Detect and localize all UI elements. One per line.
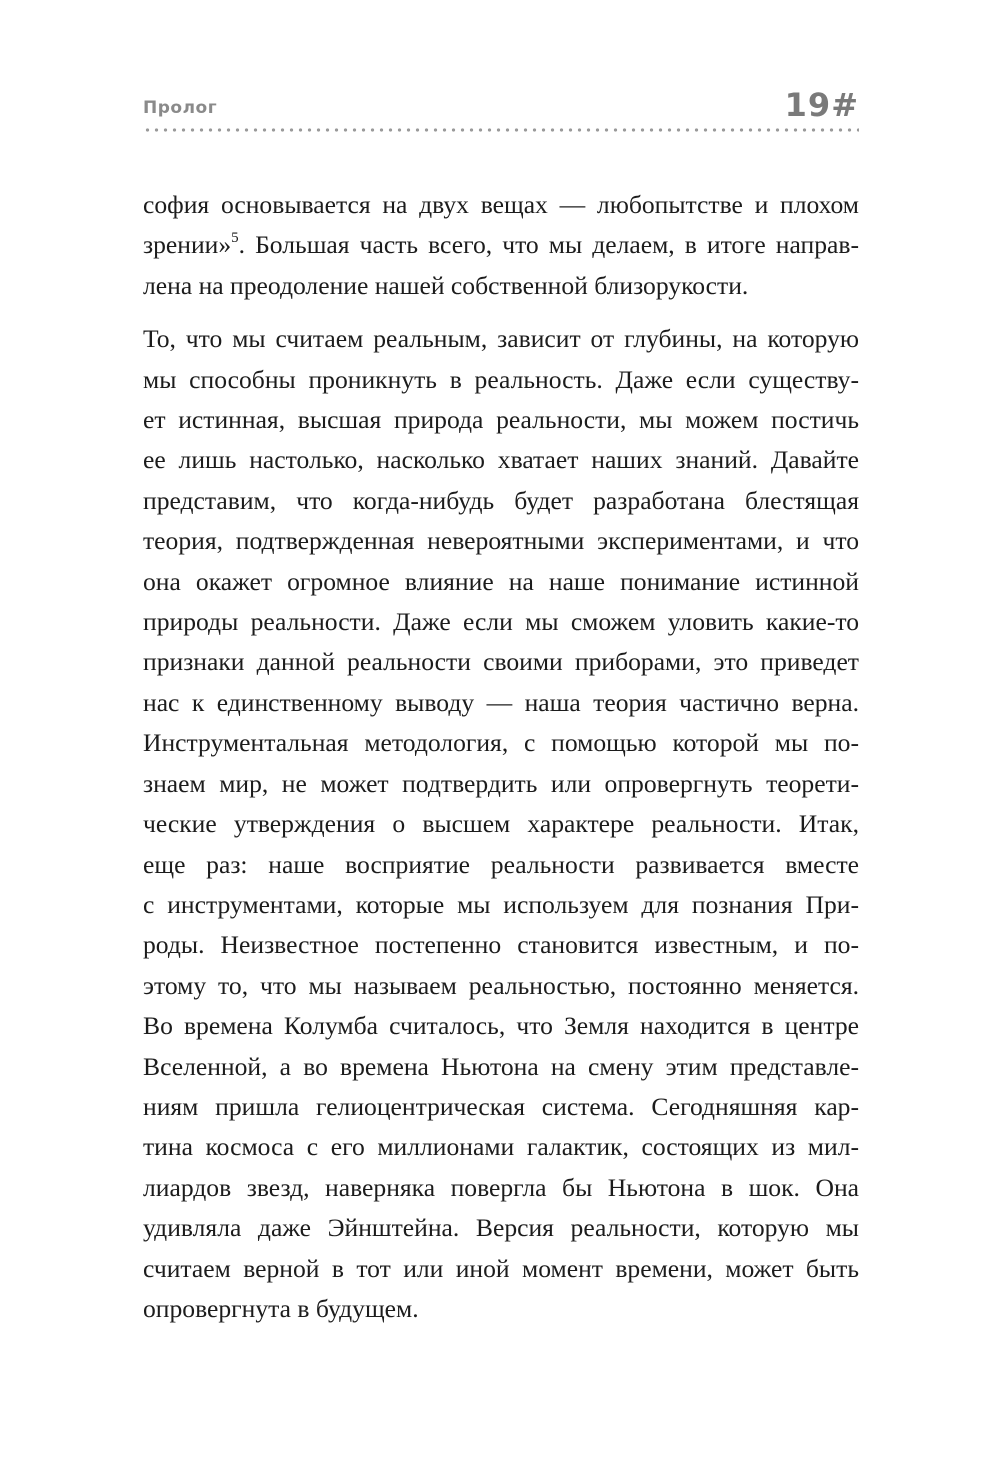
text-line: представим, что когда-нибудь будет разработана блестящая <box>143 485 859 515</box>
text-fragment: зрении» <box>143 230 232 260</box>
text-line: тина космоса с его миллионами галактик, состоящих из мил- <box>143 1132 859 1162</box>
text-line: знаем мир, не может подтвердить или опровергнуть теорети- <box>143 768 859 798</box>
page-number: 19# <box>784 86 859 124</box>
body-text <box>143 185 859 1329</box>
paragraph-2 <box>143 319 859 1329</box>
text-line: с инструментами, которые мы используем для познания При- <box>143 889 859 919</box>
text-line: ет истинная, высшая природа реальности, мы можем постичь <box>143 405 859 435</box>
text-line: лиардов звезд, наверняка повергла бы Ньютона в шок. Она <box>143 1172 859 1202</box>
text-line: ее лишь настолько, насколько хватает наших знаний. Давайте <box>143 445 859 475</box>
text-line: роды. Неизвестное постепенно становится известным, и по- <box>143 930 859 960</box>
text-line: теория, подтвержденная невероятными экспериментами, и что <box>143 526 859 556</box>
text-line: признаки данной реальности своими приборами, это приведет <box>143 647 859 677</box>
text-line: ниям пришла гелиоцентрическая система. Сегодняшняя кар- <box>143 1091 859 1121</box>
text-line: она окажет огромное влияние на наше понимание истинной <box>143 566 859 596</box>
text-line: мы способны проникнуть в реальность. Даже если существу- <box>143 364 859 394</box>
text-line: считаем верной в тот или иной момент времени, может быть <box>143 1253 859 1283</box>
running-head <box>143 84 859 132</box>
paragraph-1 <box>143 185 859 306</box>
dotted-rule <box>143 128 859 132</box>
text-line: софия основывается на двух вещах — любопытстве и плохом <box>143 190 859 219</box>
text-line: лена на преодоление нашей собственной близорукости. <box>143 270 749 300</box>
text-line: Вселенной, а во времена Ньютона на смену этим представле- <box>143 1051 859 1081</box>
text-line: нас к единственному выводу — наша теория частично верна. <box>143 687 859 717</box>
footnote-marker[interactable]: 5 <box>231 230 239 247</box>
text-line: опровергнута в будущем. <box>143 1293 419 1323</box>
text-line: удивляла даже Эйнштейна. Версия реальности, которую мы <box>143 1213 859 1243</box>
text-line: этому то, что мы называем реальностью, постоянно меняется. <box>143 970 859 1000</box>
text-line: ческие утверждения о высшем характере реальности. Итак, <box>143 809 859 839</box>
section-title: Пролог <box>143 98 218 118</box>
text-fragment: . Большая часть всего, что мы делаем, в итоге направ- <box>238 230 859 260</box>
text-line: еще раз: наше восприятие реальности развивается вместе <box>143 849 859 879</box>
text-line: Инструментальная методология, с помощью которой мы по- <box>143 728 859 758</box>
text-line: То, что мы считаем реальным, зависит от глубины, на которую <box>143 324 859 354</box>
text-line: Во времена Колумба считалось, что Земля находится в центре <box>143 1011 859 1041</box>
text-line: природы реальности. Даже если мы сможем уловить какие-то <box>143 607 859 637</box>
text-line <box>143 225 859 265</box>
